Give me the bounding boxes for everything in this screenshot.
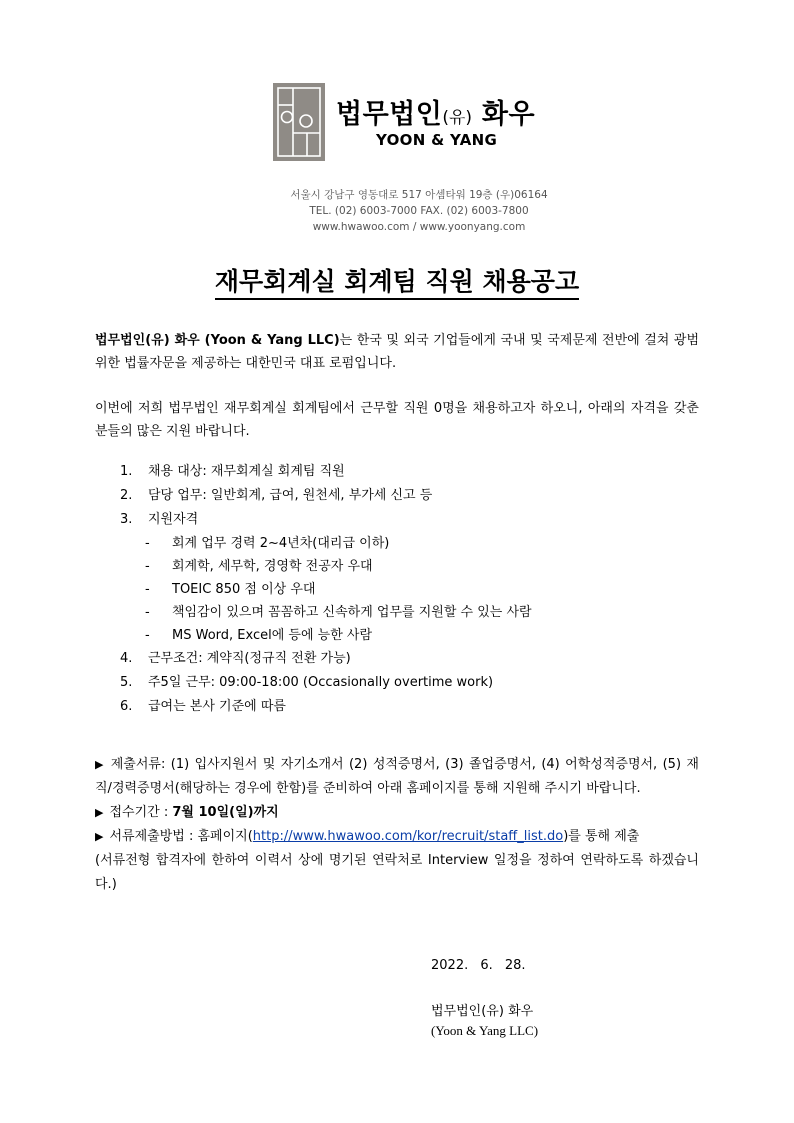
qualification-item — [120, 555, 700, 578]
dash-marker: - — [145, 559, 150, 574]
method-note — [95, 825, 699, 849]
item-number: 1. — [120, 464, 133, 479]
item-number: 2. — [120, 488, 133, 503]
documents-note — [95, 753, 699, 801]
item-text: 채용 대상: 재무회계실 회계팀 직원 — [148, 464, 345, 479]
period-value: 7월 10일(일)까지 — [172, 805, 279, 820]
firm-name-sub: 화우 — [481, 99, 536, 130]
signature-firm-english: (Yoon & Yang LLC) — [431, 1023, 539, 1038]
triangle-bullet-icon: ▶ — [95, 758, 105, 771]
firm-logo-icon — [273, 83, 325, 161]
recruit-page-link[interactable]: http://www.hwawoo.com/kor/recruit/staff_list.do — [252, 829, 564, 844]
signature-firm-korean: 법무법인(유) 화우 — [431, 1004, 534, 1019]
dash-marker: - — [145, 582, 150, 597]
qualification-text: 책임감이 있으며 꼼꼼하고 신속하게 업무를 지원할 수 있는 사람 — [172, 605, 532, 620]
dash-marker: - — [145, 605, 150, 620]
interview-note: (서류전형 합격자에 한하여 이력서 상에 명기된 연락처로 Interview 일정을 정하여 연락하도록 하겠습니다.) — [95, 853, 699, 892]
list-item — [120, 484, 700, 508]
qualification-text: TOEIC 850 점 이상 우대 — [172, 582, 316, 597]
triangle-bullet-icon: ▶ — [95, 830, 104, 843]
qualification-text: 회계학, 세무학, 경영학 전공자 우대 — [172, 559, 373, 574]
posting-date: 2022. 6. 28. — [431, 958, 526, 973]
qualification-item — [120, 578, 700, 601]
item-text: 근무조건: 계약직(정규직 전환 가능) — [148, 651, 351, 666]
period-note — [95, 801, 699, 825]
requirements-list — [120, 460, 700, 719]
item-number: 4. — [120, 651, 133, 666]
dash-marker: - — [145, 536, 150, 551]
triangle-bullet-icon: ▶ — [95, 806, 104, 819]
method-suffix: )를 통해 제출 — [563, 829, 640, 844]
period-label: 접수기간 : — [109, 805, 173, 820]
address-line: 서울시 강남구 영동대로 517 아셈타워 19층 (우)06164 — [290, 189, 548, 201]
documents-text: 제출서류: (1) 입사지원서 및 자기소개서 (2) 성적증명서, (3) 졸업증명서, (4) 어학성적증명서, (5) 재직/경력증명서(해당하는 경우에 한함)를 준비하여 아래 홈페이지를 통해 지원해 주시기 바랍니다. — [95, 757, 699, 796]
item-text: 지원자격 — [148, 512, 199, 527]
firm-name-korean — [336, 92, 535, 131]
firm-name-main: 법무법인 — [336, 99, 443, 130]
qualification-item — [120, 601, 700, 624]
list-item — [120, 671, 700, 695]
contact-block — [279, 187, 559, 235]
phone-fax-line: TEL. (02) 6003-7000 FAX. (02) 6003-7800 — [309, 205, 529, 217]
qualification-item — [120, 532, 700, 555]
list-item — [120, 647, 700, 671]
qualification-text: 회계 업무 경력 2~4년차(대리급 이하) — [172, 536, 390, 551]
intro-text: 는 한국 및 외국 기업들에게 국내 및 국제문제 전반에 걸쳐 광범위한 법률자문을 제공하는 대한민국 대표 로펌입니다. — [95, 333, 699, 371]
qualification-text: MS Word, Excel에 등에 능한 사람 — [172, 628, 373, 643]
item-text: 급여는 본사 기준에 따름 — [148, 699, 286, 714]
qualification-item — [120, 624, 700, 647]
method-label: 서류제출방법 : 홈페이지( — [109, 829, 253, 844]
dash-marker: - — [145, 628, 150, 643]
page-title-text: 재무회계실 회계팀 직원 채용공고 — [215, 267, 579, 300]
submission-notes — [95, 753, 699, 897]
recruit-paragraph: 이번에 저희 법무법인 재무회계실 회계팀에서 근무할 직원 0명을 채용하고자 하오니, 아래의 자격을 갖춘 분들의 많은 지원 바랍니다. — [95, 401, 699, 439]
item-number: 5. — [120, 675, 133, 690]
list-item — [120, 460, 700, 484]
item-text: 담당 업무: 일반회계, 급여, 원천세, 부가세 신고 등 — [148, 488, 433, 503]
firm-name-paren: (유) — [442, 108, 473, 128]
item-number: 3. — [120, 512, 133, 527]
website-line: www.hwawoo.com / www.yoonyang.com — [312, 221, 526, 233]
item-number: 6. — [120, 699, 133, 714]
item-text: 주5일 근무: 09:00-18:00 (Occasionally overtime work) — [148, 675, 494, 690]
list-item — [120, 695, 700, 719]
intro-paragraph — [95, 329, 699, 375]
firm-name-english: YOON & YANG — [376, 131, 498, 149]
page-title — [0, 262, 794, 298]
intro-firm-name: 법무법인(유) 화우 (Yoon & Yang LLC) — [95, 333, 340, 348]
list-item — [120, 508, 700, 532]
